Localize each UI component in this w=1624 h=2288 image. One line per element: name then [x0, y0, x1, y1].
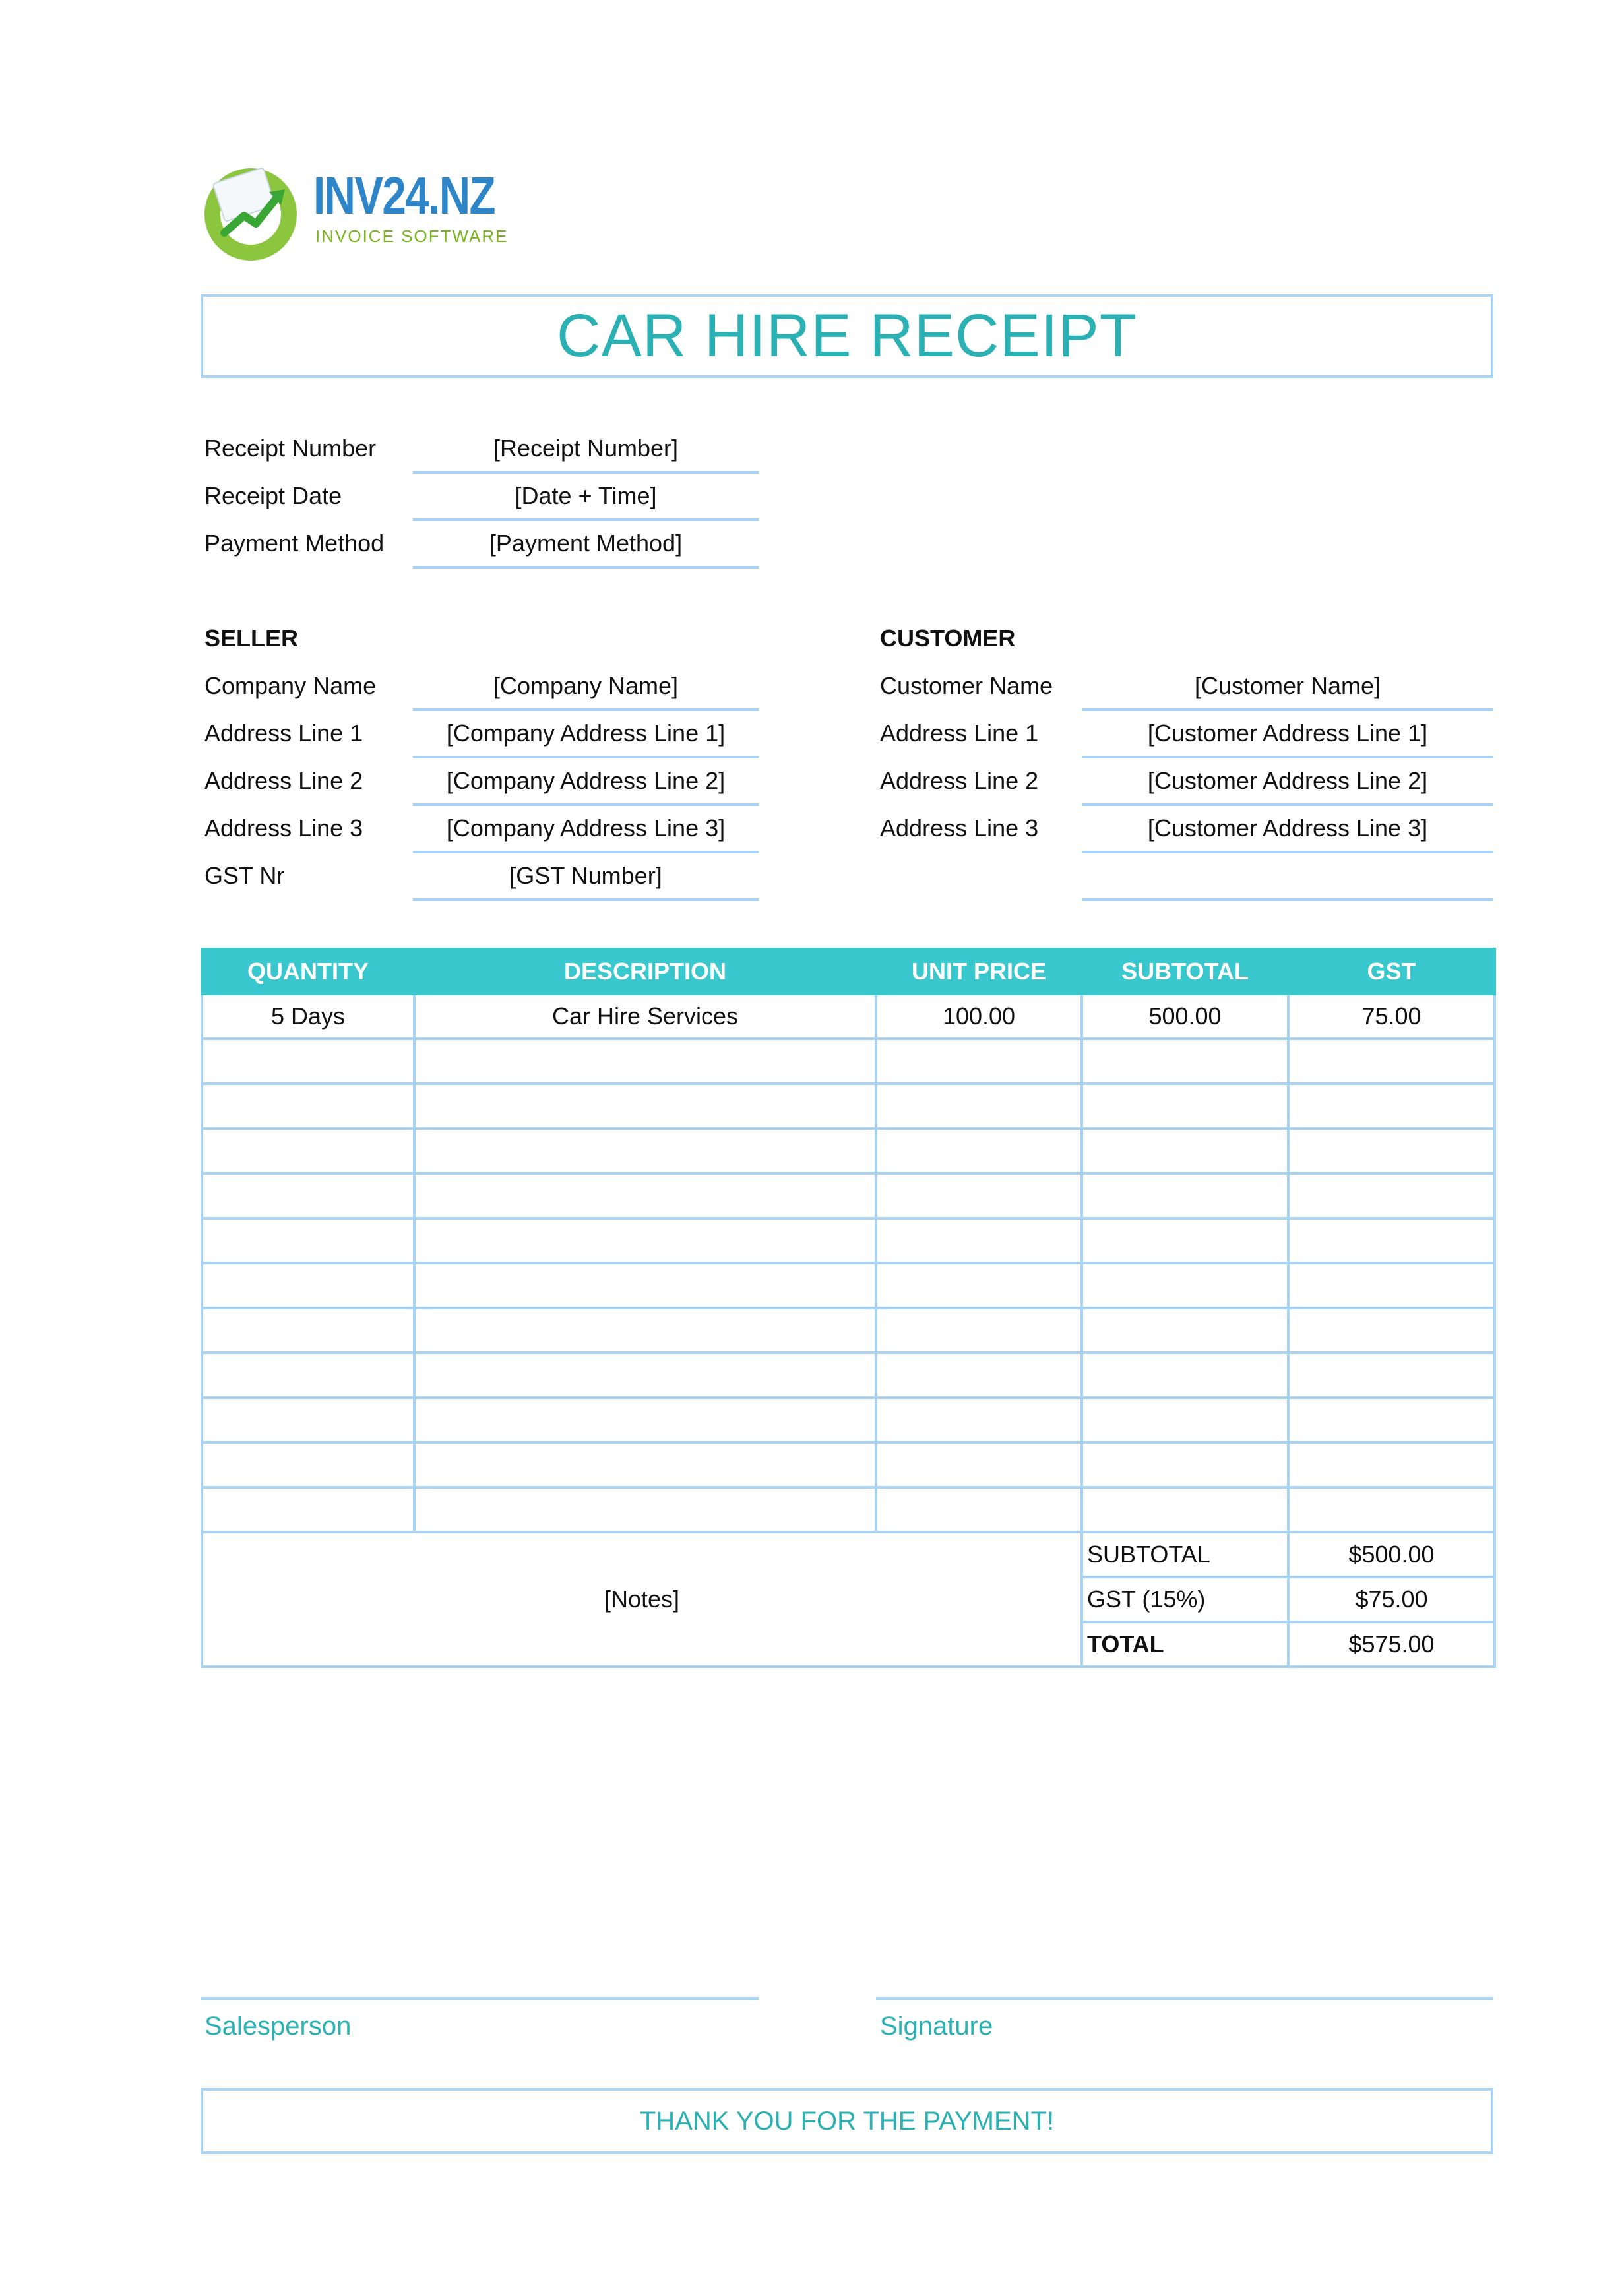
- thank-you-text: THANK YOU FOR THE PAYMENT!: [639, 2106, 1055, 2136]
- customer-address3-underline: [1082, 851, 1493, 853]
- seller-company-label: Company Name: [204, 672, 377, 699]
- cell-unit-price[interactable]: 100.00: [876, 994, 1082, 1039]
- cell-gst[interactable]: 75.00: [1288, 994, 1495, 1039]
- cell-unit-price[interactable]: [876, 1173, 1082, 1218]
- cell-subtotal[interactable]: [1082, 1487, 1288, 1532]
- totals-row: [202, 1532, 1495, 1577]
- cell-gst[interactable]: [1288, 1442, 1495, 1487]
- cell-subtotal[interactable]: [1082, 1173, 1288, 1218]
- cell-description[interactable]: [414, 1353, 876, 1398]
- cell-unit-price[interactable]: [876, 1353, 1082, 1398]
- cell-gst[interactable]: [1288, 1487, 1495, 1532]
- cell-description[interactable]: [414, 1084, 876, 1129]
- table-row: [202, 1173, 1495, 1218]
- seller-company-value[interactable]: [Company Name]: [493, 672, 679, 699]
- customer-address1-underline: [1082, 756, 1493, 758]
- cell-description[interactable]: [414, 1218, 876, 1263]
- receipt-date-value[interactable]: [Date + Time]: [515, 482, 657, 509]
- cell-quantity[interactable]: [202, 1353, 414, 1398]
- cell-subtotal[interactable]: [1082, 1308, 1288, 1353]
- cell-unit-price[interactable]: [876, 1039, 1082, 1084]
- cell-unit-price[interactable]: [876, 1084, 1082, 1129]
- table-row: [202, 1263, 1495, 1308]
- cell-subtotal[interactable]: [1082, 1398, 1288, 1442]
- table-row: [202, 1308, 1495, 1353]
- cell-subtotal[interactable]: 500.00: [1082, 994, 1288, 1039]
- cell-description[interactable]: [414, 1129, 876, 1173]
- customer-address2-value[interactable]: [Customer Address Line 2]: [1147, 767, 1428, 794]
- cell-gst[interactable]: [1288, 1173, 1495, 1218]
- seller-gst-value[interactable]: [GST Number]: [509, 862, 662, 889]
- seller-address2-underline: [413, 803, 759, 806]
- seller-address2-value[interactable]: [Company Address Line 2]: [446, 767, 726, 794]
- cell-subtotal[interactable]: [1082, 1218, 1288, 1263]
- customer-address1-label: Address Line 1: [880, 720, 1039, 747]
- salesperson-line: [201, 1997, 759, 2000]
- payment-method-label: Payment Method: [204, 530, 385, 557]
- seller-address2-label: Address Line 2: [204, 767, 363, 794]
- cell-subtotal[interactable]: [1082, 1129, 1288, 1173]
- cell-subtotal[interactable]: [1082, 1442, 1288, 1487]
- column-header-gst: GST: [1288, 949, 1495, 994]
- customer-name-underline: [1082, 708, 1493, 711]
- table-row: [202, 1398, 1495, 1442]
- gst-total-label: GST (15%): [1082, 1577, 1288, 1622]
- table-row: [202, 1353, 1495, 1398]
- cell-unit-price[interactable]: [876, 1487, 1082, 1532]
- cell-gst[interactable]: [1288, 1039, 1495, 1084]
- subtotal-label: SUBTOTAL: [1082, 1532, 1288, 1577]
- customer-heading: CUSTOMER: [880, 625, 1016, 652]
- cell-unit-price[interactable]: [876, 1263, 1082, 1308]
- customer-name-value[interactable]: [Customer Name]: [1194, 672, 1381, 699]
- seller-address3-label: Address Line 3: [204, 815, 363, 842]
- customer-extra-underline: [1082, 898, 1493, 901]
- customer-address2-underline: [1082, 803, 1493, 806]
- title-box: [201, 294, 1493, 378]
- subtotal-value: $500.00: [1288, 1532, 1495, 1577]
- seller-heading: SELLER: [204, 625, 299, 652]
- customer-name-label: Customer Name: [880, 672, 1053, 699]
- cell-gst[interactable]: [1288, 1353, 1495, 1398]
- column-header-unit-price: UNIT PRICE: [876, 949, 1082, 994]
- receipt-date-label: Receipt Date: [204, 482, 342, 509]
- seller-address1-label: Address Line 1: [204, 720, 363, 747]
- grand-total-label: TOTAL: [1082, 1622, 1288, 1667]
- table-row: [202, 1039, 1495, 1084]
- column-header-subtotal: SUBTOTAL: [1082, 949, 1288, 994]
- seller-gst-label: GST Nr: [204, 862, 285, 889]
- seller-gst-underline: [413, 898, 759, 901]
- company-logo: [198, 155, 528, 261]
- cell-description[interactable]: [414, 1173, 876, 1218]
- items-table-wrapper: [201, 948, 1493, 1668]
- items-table: [201, 948, 1496, 1668]
- cell-quantity[interactable]: 5 Days: [202, 994, 414, 1039]
- logo-icon: [198, 155, 303, 261]
- signature-label: Signature: [880, 2012, 993, 2041]
- seller-company-underline: [413, 708, 759, 711]
- cell-unit-price[interactable]: [876, 1308, 1082, 1353]
- cell-description[interactable]: [414, 1487, 876, 1532]
- gst-total-value: $75.00: [1288, 1577, 1495, 1622]
- signature-line: [876, 1997, 1493, 2000]
- cell-quantity[interactable]: [202, 1442, 414, 1487]
- cell-subtotal[interactable]: [1082, 1353, 1288, 1398]
- seller-address3-underline: [413, 851, 759, 853]
- cell-description[interactable]: [414, 1263, 876, 1308]
- notes-cell[interactable]: [202, 1532, 1082, 1667]
- cell-unit-price[interactable]: [876, 1398, 1082, 1442]
- cell-gst[interactable]: [1288, 1263, 1495, 1308]
- cell-quantity[interactable]: [202, 1173, 414, 1218]
- cell-subtotal[interactable]: [1082, 1084, 1288, 1129]
- payment-method-value[interactable]: [Payment Method]: [489, 530, 683, 557]
- table-row: [202, 1084, 1495, 1129]
- cell-subtotal[interactable]: [1082, 1263, 1288, 1308]
- column-header-quantity: QUANTITY: [202, 949, 414, 994]
- column-header-description: DESCRIPTION: [414, 949, 876, 994]
- receipt-number-value[interactable]: [Receipt Number]: [493, 435, 679, 462]
- cell-description[interactable]: [414, 1308, 876, 1353]
- customer-address3-label: Address Line 3: [880, 815, 1039, 842]
- customer-address1-value[interactable]: [Customer Address Line 1]: [1147, 720, 1428, 747]
- table-row: [202, 1442, 1495, 1487]
- cell-description[interactable]: [414, 1442, 876, 1487]
- cell-unit-price[interactable]: [876, 1129, 1082, 1173]
- seller-address3-value[interactable]: [Company Address Line 3]: [446, 815, 726, 842]
- cell-quantity[interactable]: [202, 1084, 414, 1129]
- page-title: CAR HIRE RECEIPT: [557, 302, 1137, 369]
- customer-address2-label: Address Line 2: [880, 767, 1039, 794]
- cell-quantity[interactable]: [202, 1263, 414, 1308]
- cell-gst[interactable]: [1288, 1084, 1495, 1129]
- logo-brand: INV24.NZ: [313, 166, 495, 225]
- cell-quantity[interactable]: [202, 1039, 414, 1084]
- seller-address1-value[interactable]: [Company Address Line 1]: [446, 720, 726, 747]
- cell-gst[interactable]: [1288, 1308, 1495, 1353]
- table-row: [202, 994, 1495, 1039]
- cell-gst[interactable]: [1288, 1398, 1495, 1442]
- table-row: [202, 1487, 1495, 1532]
- cell-subtotal[interactable]: [1082, 1039, 1288, 1084]
- salesperson-label: Salesperson: [204, 2012, 352, 2041]
- cell-description[interactable]: [414, 1398, 876, 1442]
- receipt-date-underline: [413, 518, 759, 521]
- cell-unit-price[interactable]: [876, 1442, 1082, 1487]
- cell-description[interactable]: [414, 1039, 876, 1084]
- cell-quantity[interactable]: [202, 1308, 414, 1353]
- cell-unit-price[interactable]: [876, 1218, 1082, 1263]
- seller-address1-underline: [413, 756, 759, 758]
- table-row: [202, 1129, 1495, 1173]
- cell-quantity[interactable]: [202, 1487, 414, 1532]
- cell-description[interactable]: Car Hire Services: [414, 994, 876, 1039]
- table-row: [202, 1218, 1495, 1263]
- payment-method-underline: [413, 566, 759, 569]
- cell-quantity[interactable]: [202, 1129, 414, 1173]
- receipt-number-label: Receipt Number: [204, 435, 377, 462]
- cell-gst[interactable]: [1288, 1129, 1495, 1173]
- receipt-number-underline: [413, 471, 759, 474]
- cell-quantity[interactable]: [202, 1218, 414, 1263]
- thank-you-box: [201, 2088, 1493, 2154]
- logo-tagline: INVOICE SOFTWARE: [315, 226, 509, 246]
- cell-gst[interactable]: [1288, 1218, 1495, 1263]
- notes-text: [Notes]: [604, 1586, 680, 1613]
- table-header-row: [202, 949, 1495, 994]
- customer-address3-value[interactable]: [Customer Address Line 3]: [1147, 815, 1428, 842]
- cell-quantity[interactable]: [202, 1398, 414, 1442]
- grand-total-value: $575.00: [1288, 1622, 1495, 1667]
